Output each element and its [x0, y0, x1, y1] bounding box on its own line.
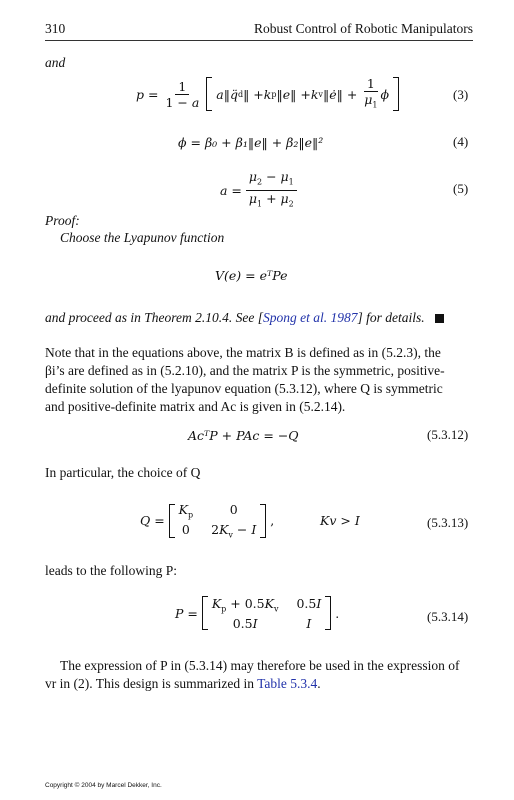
equation-5-number: (5) [453, 181, 469, 196]
equation-5-3-14: P = $K_p + 0.5K_v$ 0.5I 0.5I I . [175, 596, 340, 631]
equation-5-3-14-number: (5.3.14) [427, 609, 469, 624]
paragraph-3: leads to the following P: [45, 563, 177, 578]
header-rule [45, 40, 473, 41]
paragraph-1 [45, 344, 475, 416]
paragraph-1-line: βi’s are defined as in (5.2.10), and the matrix P is the symmetric, positive- [45, 363, 445, 378]
equation-4: ϕ = β₀ + β₁‖e‖ + β₂‖e‖² [178, 135, 324, 150]
equation-5-3-12: AcᵀP + PAc = −Q [188, 428, 299, 443]
intro-word: and [45, 55, 66, 70]
paragraph-4-line-1: The expression of P in (5.3.14) may therefore be used in the expression of [60, 658, 460, 673]
running-title: Robust Control of Robotic Manipulators [254, 21, 473, 36]
qed-square-icon [435, 314, 444, 323]
proof-line-2-pre: and proceed as in Theorem 2.10.4. See [ [45, 310, 263, 325]
page-number: 310 [45, 21, 66, 36]
equation-5-3-12-number: (5.3.12) [427, 427, 469, 442]
equation-3: p = $\frac{1}{1 - a}$ a ‖ q̈ d ‖ + k p ‖ e ‖ + k v ‖ ė ‖ + $\frac{1}{\mu_1}$ ϕ [136, 74, 399, 114]
equation-5-3-13: Q = $K_p$ 0 0 $2K_v - I$ , [140, 502, 275, 539]
equation-4-number: (4) [453, 134, 469, 149]
equation-3-number: (3) [453, 87, 469, 102]
paragraph-4-end: . [317, 676, 321, 691]
paragraph-4-text: vr in (2). This design is summarized in [45, 676, 258, 691]
table-5-3-4-link[interactable]: Table 5.3.4 [257, 676, 318, 691]
copyright-footer: Copyright © 2004 by Marcel Dekker, Inc. [45, 782, 162, 789]
proof-line-2-post: ] for details. [357, 310, 425, 325]
proof-line-1: Choose the Lyapunov function [60, 230, 225, 245]
paragraph-2: In particular, the choice of Q [45, 465, 201, 480]
paragraph-1-line: and positive-definite matrix and Ac is given in (5.2.14). [45, 399, 346, 414]
paragraph-4-line-2 [45, 675, 321, 693]
paragraph-1-line: definite solution of the lyapunov equation (5.3.12), where Q is symmetric [45, 381, 443, 396]
equation-5-3-13-number: (5.3.13) [427, 515, 469, 530]
equation-5: a = $\frac{\mu_2 - \mu_1}{\mu_1 + \mu_2}$ [220, 169, 297, 211]
proof-label: Proof: [45, 213, 80, 228]
proof-line-2 [45, 309, 444, 327]
spong-reference-link[interactable]: Spong et al. 1987 [262, 310, 358, 325]
paragraph-1-line: Note that in the equations above, the matrix B is defined as in (5.2.3), the [45, 345, 441, 360]
lyapunov-function: V(e) = eᵀPe [215, 268, 288, 283]
equation-5-3-13-condition: Kv > I [320, 513, 360, 528]
